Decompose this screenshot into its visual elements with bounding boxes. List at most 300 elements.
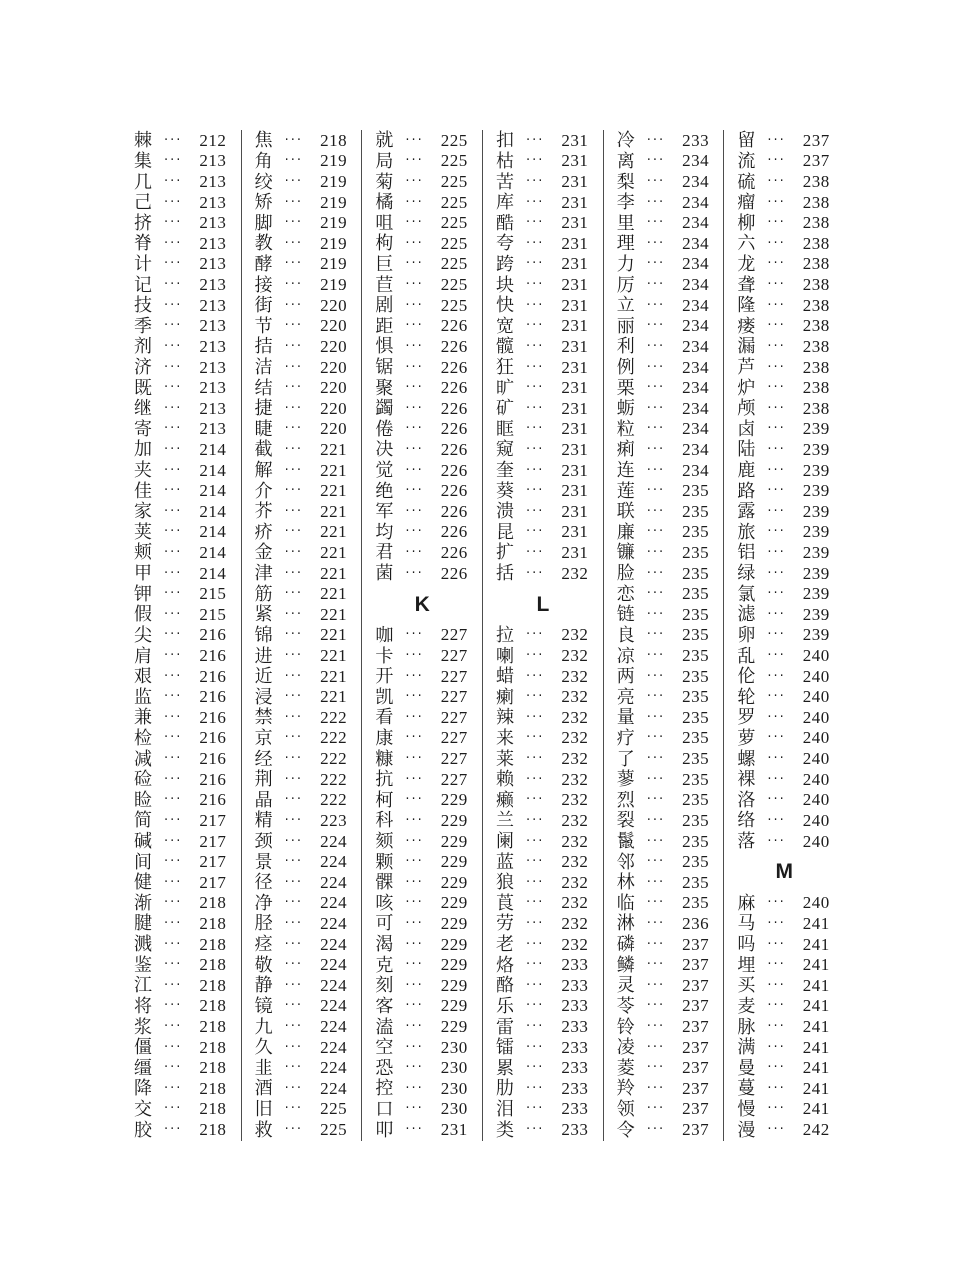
index-entry [121, 315, 241, 336]
entry-character: 渐 [134, 892, 152, 913]
entry-page-number: 232 [561, 831, 589, 851]
entry-character: 麻 [737, 892, 756, 913]
dot-leader: ··· [526, 297, 545, 313]
index-entry [121, 1078, 241, 1099]
entry-character: 军 [375, 501, 394, 522]
entry-page-number: 218 [320, 130, 348, 150]
entry-page-number: 240 [802, 666, 830, 686]
index-entry [362, 831, 482, 852]
entry-page-number: 232 [561, 810, 589, 830]
entry-page-number: 227 [440, 769, 468, 789]
entry-page-number: 216 [199, 646, 227, 666]
index-entry [483, 542, 603, 563]
entry-page-number: 232 [561, 707, 589, 727]
entry-page-number: 237 [682, 1037, 710, 1057]
index-entry [362, 295, 482, 316]
index-entry [604, 851, 724, 872]
entry-page-number: 226 [440, 398, 468, 418]
index-entry [604, 522, 724, 543]
entry-character: 紧 [254, 604, 273, 625]
index-entry [121, 872, 241, 893]
entry-character: 可 [375, 913, 394, 934]
entry-character: 烙 [496, 954, 515, 975]
dot-leader: ··· [526, 709, 545, 725]
dot-leader: ··· [405, 689, 424, 705]
dot-leader: ··· [284, 1122, 304, 1138]
entry-page-number: 239 [802, 542, 830, 562]
entry-page-number: 218 [199, 913, 227, 933]
index-entry [604, 439, 724, 460]
index-entry [121, 913, 241, 934]
entry-character: 决 [375, 439, 394, 460]
dot-leader: ··· [284, 689, 304, 705]
entry-page-number: 231 [561, 233, 589, 253]
index-entry [121, 851, 241, 872]
entry-page-number: 235 [682, 666, 710, 686]
entry-page-number: 241 [802, 913, 830, 933]
entry-page-number: 232 [561, 563, 589, 583]
entry-character: 里 [616, 212, 635, 233]
index-entry [604, 1037, 724, 1058]
index-entry [483, 315, 603, 336]
entry-character: 既 [134, 377, 152, 398]
entry-character: 胫 [254, 913, 273, 934]
entry-character: 锦 [254, 624, 273, 645]
entry-page-number: 215 [199, 604, 227, 624]
index-entry [724, 315, 844, 336]
index-entry [362, 954, 482, 975]
entry-page-number: 235 [682, 872, 710, 892]
index-entry [362, 996, 482, 1017]
dot-leader: ··· [526, 277, 545, 293]
index-entry [362, 377, 482, 398]
dot-leader: ··· [526, 565, 545, 581]
entry-character: 角 [254, 150, 273, 171]
entry-page-number: 225 [320, 1120, 348, 1140]
dot-leader: ··· [405, 174, 424, 190]
entry-page-number: 235 [682, 481, 710, 501]
entry-page-number: 235 [682, 707, 710, 727]
dot-leader: ··· [526, 483, 545, 499]
entry-page-number: 225 [440, 130, 468, 150]
dot-leader: ··· [646, 854, 666, 870]
index-entry [724, 604, 844, 625]
index-entry [362, 151, 482, 172]
index-entry [483, 851, 603, 872]
index-entry [724, 563, 844, 584]
dot-leader: ··· [164, 792, 183, 808]
entry-page-number: 237 [682, 1017, 710, 1036]
entry-character: 磷 [616, 934, 635, 955]
index-entry [121, 810, 241, 831]
dot-leader: ··· [164, 998, 183, 1014]
dot-leader: ··· [526, 400, 545, 416]
entry-page-number: 216 [199, 666, 227, 686]
index-entry [724, 1078, 844, 1099]
index-entry [242, 707, 362, 728]
index-entry [242, 872, 362, 893]
index-columns [121, 130, 844, 1141]
entry-character: 芥 [254, 501, 273, 522]
dot-leader: ··· [767, 380, 786, 396]
index-entry [121, 563, 241, 584]
index-entry [121, 336, 241, 357]
entry-character: 筋 [254, 583, 273, 604]
entry-page-number: 231 [561, 151, 589, 171]
entry-page-number: 237 [682, 1078, 710, 1098]
entry-character: 倦 [375, 418, 394, 439]
index-entry [604, 831, 724, 852]
dot-leader: ··· [284, 400, 304, 416]
dot-leader: ··· [646, 277, 666, 293]
index-entry [362, 1016, 482, 1037]
dot-leader: ··· [405, 503, 424, 519]
index-entry [483, 212, 603, 233]
entry-page-number: 227 [440, 646, 468, 666]
dot-leader: ··· [284, 998, 304, 1014]
entry-character: 蓼 [616, 769, 635, 790]
entry-character: 颗 [375, 851, 394, 872]
entry-character: 颈 [254, 831, 273, 852]
index-entry [724, 1016, 844, 1037]
entry-page-number: 229 [440, 893, 468, 913]
entry-page-number: 229 [440, 913, 468, 933]
entry-page-number: 217 [199, 872, 227, 892]
index-entry [242, 192, 362, 213]
index-entry [121, 542, 241, 563]
entry-character: 江 [134, 975, 152, 996]
entry-page-number: 235 [682, 790, 710, 810]
index-entry [483, 480, 603, 501]
index-entry [483, 460, 603, 481]
index-entry [604, 336, 724, 357]
entry-page-number: 234 [682, 316, 710, 336]
entry-page-number: 235 [682, 542, 710, 562]
entry-page-number: 225 [320, 1099, 348, 1119]
index-entry [604, 1016, 724, 1037]
entry-character: 叩 [375, 1119, 394, 1140]
entry-character: 聋 [737, 274, 756, 295]
entry-page-number: 237 [682, 934, 710, 954]
index-entry [724, 254, 844, 275]
dot-leader: ··· [526, 833, 545, 849]
dot-leader: ··· [526, 503, 545, 519]
index-entry [362, 171, 482, 192]
entry-character: 块 [496, 274, 515, 295]
entry-page-number: 213 [199, 213, 227, 233]
entry-page-number: 240 [802, 707, 830, 727]
entry-page-number: 234 [682, 378, 710, 398]
index-entry [483, 357, 603, 378]
dot-leader: ··· [284, 1101, 304, 1117]
section-header-L [483, 583, 603, 624]
entry-character: 克 [375, 954, 394, 975]
entry-character: 局 [375, 150, 394, 171]
entry-character: 慢 [737, 1098, 756, 1119]
entry-page-number: 220 [320, 398, 348, 418]
entry-page-number: 229 [440, 872, 468, 892]
section-header-K [362, 583, 482, 624]
index-entry [121, 604, 241, 625]
dot-leader: ··· [405, 627, 424, 643]
entry-character: 马 [737, 913, 756, 934]
entry-page-number: 221 [320, 439, 348, 459]
index-entry [483, 769, 603, 790]
dot-leader: ··· [646, 194, 666, 210]
entry-character: 萝 [737, 727, 756, 748]
entry-page-number: 235 [682, 749, 710, 769]
entry-page-number: 231 [561, 295, 589, 315]
index-entry [604, 1119, 724, 1140]
index-entry [242, 604, 362, 625]
entry-character: 吗 [737, 934, 756, 955]
dot-leader: ··· [767, 277, 786, 293]
dot-leader: ··· [164, 256, 183, 272]
index-entry [242, 212, 362, 233]
entry-page-number: 227 [440, 707, 468, 727]
index-entry [483, 254, 603, 275]
entry-page-number: 232 [561, 666, 589, 686]
entry-character: 继 [134, 398, 152, 419]
entry-page-number: 231 [561, 419, 589, 439]
entry-page-number: 216 [199, 707, 227, 727]
entry-character: 老 [496, 934, 515, 955]
dot-leader: ··· [284, 256, 304, 272]
dot-leader: ··· [284, 421, 304, 437]
index-entry [242, 295, 362, 316]
index-entry [121, 707, 241, 728]
index-entry [362, 542, 482, 563]
entry-page-number: 222 [320, 790, 348, 810]
dot-leader: ··· [526, 524, 545, 540]
entry-page-number: 234 [682, 172, 710, 192]
index-entry [242, 336, 362, 357]
entry-page-number: 212 [199, 130, 227, 150]
entry-character: 留 [737, 130, 756, 151]
index-entry [121, 645, 241, 666]
entry-page-number: 221 [320, 563, 348, 583]
dot-leader: ··· [164, 215, 183, 231]
entry-page-number: 231 [561, 275, 589, 295]
dot-leader: ··· [164, 380, 183, 396]
entry-page-number: 226 [440, 501, 468, 521]
entry-page-number: 232 [561, 749, 589, 769]
index-entry [121, 1119, 241, 1140]
entry-page-number: 238 [802, 398, 830, 418]
entry-character: 瘌 [496, 686, 515, 707]
entry-character: 阑 [496, 831, 515, 852]
index-entry [724, 460, 844, 481]
index-entry [604, 1099, 724, 1120]
dot-leader: ··· [405, 957, 424, 973]
dot-leader: ··· [646, 215, 666, 231]
index-entry [242, 975, 362, 996]
entry-page-number: 219 [320, 172, 348, 192]
index-entry [242, 315, 362, 336]
index-entry [121, 480, 241, 501]
entry-page-number: 238 [802, 316, 830, 336]
index-entry [483, 996, 603, 1017]
entry-character: 梨 [616, 171, 635, 192]
entry-page-number: 226 [440, 460, 468, 480]
dot-leader: ··· [164, 338, 183, 354]
entry-character: 路 [737, 480, 756, 501]
entry-character: 夹 [134, 460, 152, 481]
entry-character: 蔓 [737, 1078, 756, 1099]
index-entry [362, 748, 482, 769]
index-entry [724, 686, 844, 707]
entry-character: 粒 [616, 418, 635, 439]
index-entry [121, 522, 241, 543]
index-entry [362, 522, 482, 543]
dot-leader: ··· [284, 524, 304, 540]
dot-leader: ··· [405, 771, 424, 787]
index-entry [483, 748, 603, 769]
index-entry [483, 645, 603, 666]
index-entry [242, 1016, 362, 1037]
index-entry [362, 254, 482, 275]
dot-leader: ··· [284, 668, 304, 684]
entry-character: 脸 [616, 563, 635, 584]
entry-page-number: 235 [682, 646, 710, 666]
index-entry [362, 336, 482, 357]
entry-character: 轮 [737, 686, 756, 707]
dot-leader: ··· [405, 792, 424, 808]
dot-leader: ··· [767, 668, 786, 684]
index-entry [362, 480, 482, 501]
dot-leader: ··· [405, 998, 424, 1014]
entry-character: 扩 [496, 542, 515, 563]
index-entry [724, 893, 844, 914]
entry-character: 抗 [375, 769, 394, 790]
dot-leader: ··· [284, 751, 304, 767]
index-entry [242, 460, 362, 481]
index-entry [724, 398, 844, 419]
index-entry [121, 583, 241, 604]
index-entry [604, 975, 724, 996]
entry-page-number: 239 [802, 604, 830, 624]
entry-character: 卵 [737, 624, 756, 645]
index-entry [242, 501, 362, 522]
index-entry [242, 254, 362, 275]
entry-page-number: 234 [682, 439, 710, 459]
dot-leader: ··· [405, 874, 424, 890]
dot-leader: ··· [526, 895, 545, 911]
entry-character: 炉 [737, 377, 756, 398]
index-column-1 [121, 130, 241, 1141]
entry-character: 泪 [496, 1098, 515, 1119]
index-entry [604, 563, 724, 584]
entry-page-number: 224 [320, 1058, 348, 1078]
index-entry [121, 1016, 241, 1037]
entry-character: 烈 [616, 789, 635, 810]
entry-page-number: 232 [561, 852, 589, 872]
entry-page-number: 229 [440, 852, 468, 872]
index-entry [604, 583, 724, 604]
dot-leader: ··· [767, 174, 786, 190]
entry-character: 廉 [616, 521, 635, 542]
dot-leader: ··· [164, 194, 183, 210]
entry-character: 髋 [496, 336, 515, 357]
index-entry [604, 645, 724, 666]
index-entry [483, 151, 603, 172]
entry-character: 棘 [134, 130, 152, 151]
entry-page-number: 235 [682, 831, 710, 851]
entry-page-number: 221 [320, 604, 348, 624]
dot-leader: ··· [164, 421, 183, 437]
entry-page-number: 242 [802, 1120, 830, 1140]
index-entry [483, 1078, 603, 1099]
entry-character: 觉 [375, 460, 394, 481]
entry-page-number: 230 [440, 1078, 468, 1098]
entry-page-number: 229 [440, 831, 468, 851]
dot-leader: ··· [526, 153, 545, 169]
index-entry [724, 625, 844, 646]
entry-page-number: 235 [682, 584, 710, 604]
entry-character: 酵 [254, 253, 273, 274]
entry-character: 睑 [134, 789, 152, 810]
dot-leader: ··· [164, 524, 183, 540]
index-entry [362, 192, 482, 213]
entry-character: 巨 [375, 253, 394, 274]
index-entry [483, 130, 603, 151]
entry-page-number: 226 [440, 542, 468, 562]
entry-character: 咀 [375, 212, 394, 233]
entry-page-number: 233 [561, 1078, 589, 1098]
dot-leader: ··· [526, 380, 545, 396]
index-entry [362, 233, 482, 254]
entry-character: 科 [375, 810, 394, 831]
entry-page-number: 225 [440, 151, 468, 171]
index-entry [604, 192, 724, 213]
dot-leader: ··· [526, 771, 545, 787]
entry-character: 力 [616, 253, 635, 274]
entry-page-number: 235 [682, 852, 710, 872]
index-entry [121, 686, 241, 707]
index-entry [242, 954, 362, 975]
dot-leader: ··· [164, 1122, 183, 1138]
entry-character: 喇 [496, 645, 515, 666]
index-entry [724, 748, 844, 769]
index-entry [121, 130, 241, 151]
entry-character: 颊 [134, 542, 152, 563]
index-entry [724, 377, 844, 398]
dot-leader: ··· [164, 668, 183, 684]
index-entry [242, 769, 362, 790]
index-entry [483, 1099, 603, 1120]
dot-leader: ··· [284, 1060, 304, 1076]
index-entry [242, 419, 362, 440]
dot-leader: ··· [767, 462, 786, 478]
entry-page-number: 232 [561, 872, 589, 892]
index-entry [483, 707, 603, 728]
index-entry [604, 460, 724, 481]
index-entry [242, 790, 362, 811]
dot-leader: ··· [646, 338, 666, 354]
entry-character: 髁 [375, 872, 394, 893]
entry-character: 教 [254, 233, 273, 254]
entry-character: 绝 [375, 480, 394, 501]
entry-character: 甲 [134, 563, 152, 584]
entry-character: 临 [616, 892, 635, 913]
dot-leader: ··· [646, 895, 666, 911]
dot-leader: ··· [284, 957, 304, 973]
dot-leader: ··· [164, 1060, 183, 1076]
entry-page-number: 222 [320, 749, 348, 769]
dot-leader: ··· [284, 380, 304, 396]
entry-character: 络 [737, 810, 756, 831]
dot-leader: ··· [526, 998, 545, 1014]
